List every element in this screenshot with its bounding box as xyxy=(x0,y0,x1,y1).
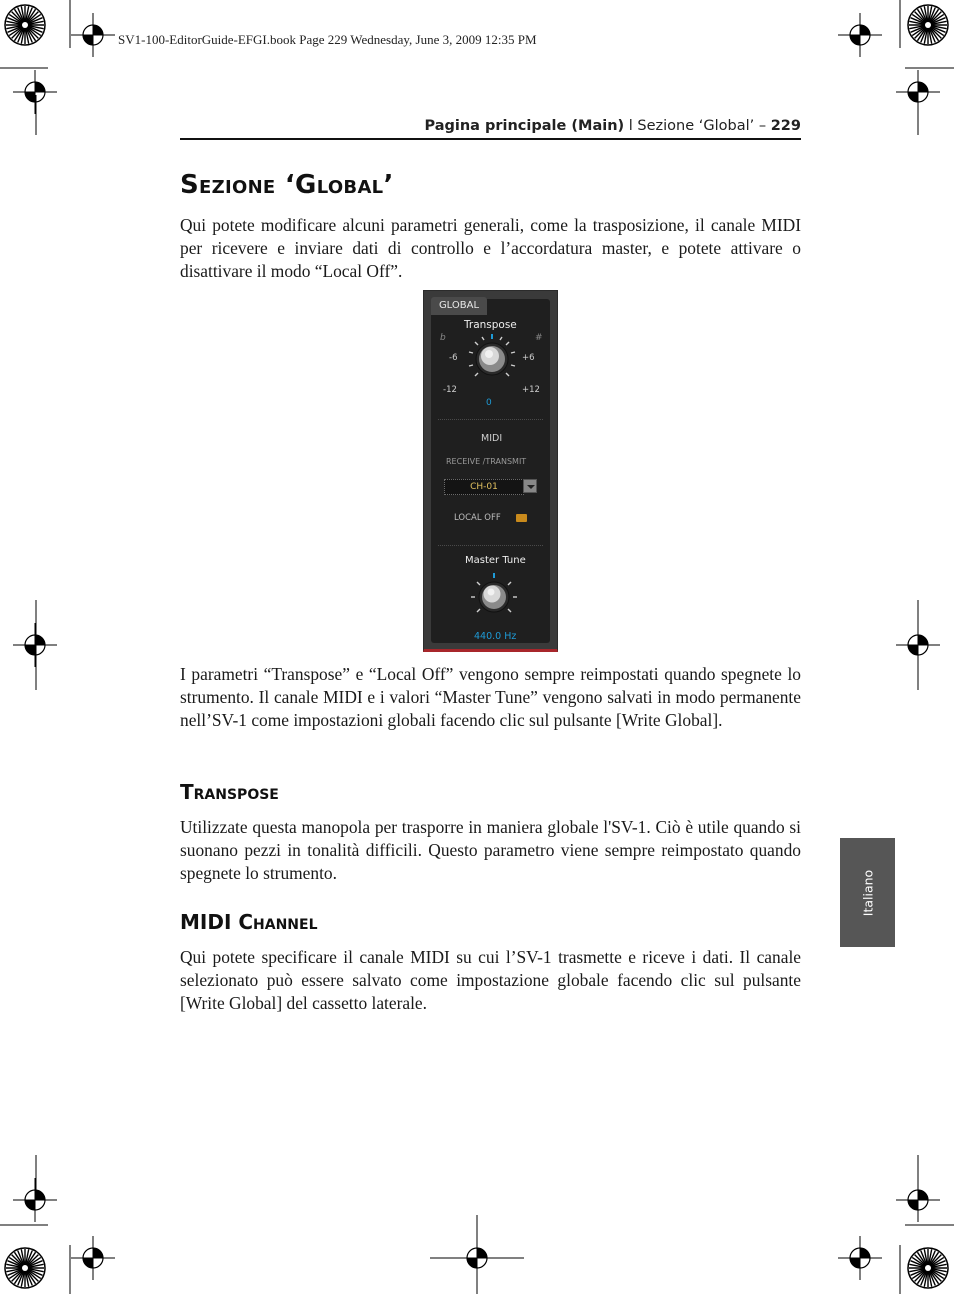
master-tune-value: 440.0 Hz xyxy=(474,631,517,642)
intro-paragraph: Qui potete modificare alcuni parametri generali, come la trasposizione, il canale MIDI per ricevere e inviare dati di controllo e l’accordatura master, e potete attivare o disattivare il modo “Local Off”. xyxy=(180,215,801,281)
page-title: Sezione ‘Global’ xyxy=(180,170,394,200)
header-chapter: Pagina principale (Main) xyxy=(424,118,625,134)
header-section: Sezione ‘Global’ xyxy=(637,118,755,134)
scale-plus12: +12 xyxy=(522,385,540,395)
global-panel-screenshot xyxy=(423,290,558,652)
scale-minus6: -6 xyxy=(449,353,458,363)
midi-label: MIDI xyxy=(481,433,503,444)
language-side-tab-label: Italiano xyxy=(860,869,875,916)
divider xyxy=(438,545,543,546)
divider xyxy=(438,419,543,420)
language-side-tab xyxy=(840,838,895,947)
transpose-label: Transpose xyxy=(464,319,517,331)
midi-channel-paragraph: Qui potete specificare il canale MIDI su cui l’SV-1 trasmette e riceve i dati. Il canale selezionato può essere salvato come impostazione globale facendo clic sul pulsante [Write Global] del cassetto laterale. xyxy=(180,947,801,1013)
midi-channel-heading: MIDI Channel xyxy=(180,910,318,934)
transpose-heading: Transpose xyxy=(180,780,279,804)
flat-symbol: b xyxy=(440,333,446,343)
panel-description-paragraph: I parametri “Transpose” e “Local Off” vengono sempre reimpostati quando spegnete lo strumento. Il canale MIDI e i valori “Master Tune” vengono salvati in modo permanente nell’SV-1 come impostazioni globali facendo clic sul pulsante [Write Global]. xyxy=(180,664,801,730)
header-separator: l xyxy=(628,118,633,134)
receive-transmit-label: RECEIVE /TRANSMIT xyxy=(446,457,527,466)
transpose-paragraph: Utilizzate questa manopola per trasporre in maniera globale l'SV-1. Ciò è utile quando si suonano pezzi in tonalità difficili. Questo parametro viene sempre reimpostato quando spegnete lo strumento. xyxy=(180,817,801,883)
master-tune-label: Master Tune xyxy=(465,555,526,566)
scale-minus12: -12 xyxy=(443,385,457,395)
header-dash: – xyxy=(758,118,767,134)
scale-plus6: +6 xyxy=(522,353,535,363)
sharp-symbol: # xyxy=(535,333,543,343)
master-tune-knob[interactable] xyxy=(468,571,520,623)
local-off-toggle[interactable] xyxy=(516,514,527,522)
chevron-down-icon[interactable] xyxy=(523,479,537,493)
panel-tab-global: GLOBAL xyxy=(431,297,487,315)
midi-channel-select[interactable]: CH-01 xyxy=(444,479,524,495)
running-header xyxy=(180,118,801,140)
print-info-line: SV1-100-EditorGuide-EFGI.book Page 229 Wednesday, June 3, 2009 12:35 PM xyxy=(118,32,537,47)
transpose-value: 0 xyxy=(486,398,492,408)
local-off-label: LOCAL OFF xyxy=(454,513,501,523)
transpose-knob[interactable] xyxy=(464,331,520,387)
page-number: 229 xyxy=(770,118,801,134)
